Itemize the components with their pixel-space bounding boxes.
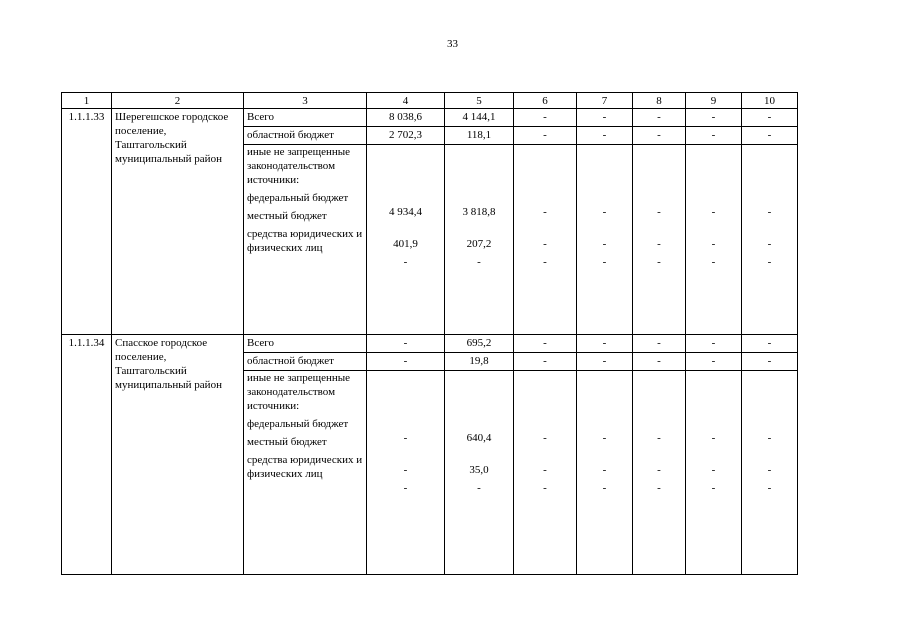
value-cell: 118,1 — [445, 127, 514, 145]
header-cell: 3 — [244, 93, 367, 109]
value-cell-group — [686, 145, 742, 335]
local-value: - — [602, 238, 607, 250]
federal-value: - — [767, 432, 772, 444]
federal-value: 3 818,8 — [462, 206, 496, 218]
federal-value: - — [711, 432, 716, 444]
legal-value: - — [602, 482, 607, 494]
legal-value: - — [711, 482, 716, 494]
local-value: - — [543, 464, 547, 476]
value-cell: - — [514, 335, 577, 353]
federal-value: - — [403, 432, 408, 444]
row-name: Спасское городское поселение, Таштагольский муниципальный район — [112, 335, 244, 575]
other-sources-cell — [244, 371, 367, 575]
other-sources-label: иные не запрещенные законодательством источники: — [247, 372, 351, 412]
value-cell-group — [686, 371, 742, 575]
legal-label: средства юридических и физических лиц — [247, 454, 363, 480]
value-cell: - — [742, 335, 798, 353]
table-row-total — [62, 109, 798, 127]
budget-table — [61, 92, 798, 575]
value-cell: - — [577, 109, 633, 127]
value-cell-group — [577, 145, 633, 335]
legal-value: - — [657, 482, 661, 494]
value-cell: - — [633, 109, 686, 127]
header-cell: 7 — [577, 93, 633, 109]
local-value: 207,2 — [466, 238, 492, 250]
value-cell-group — [577, 371, 633, 575]
value-cell: 695,2 — [445, 335, 514, 353]
local-value: 401,9 — [393, 238, 418, 250]
other-sources-label: иные не запрещенные законодательством источники: — [247, 146, 351, 186]
legal-value: - — [602, 256, 607, 268]
header-cell: 8 — [633, 93, 686, 109]
table-row-total — [62, 335, 798, 353]
value-cell-group — [514, 371, 577, 575]
legal-value: - — [711, 256, 716, 268]
legal-value: - — [477, 256, 481, 268]
local-value: - — [403, 464, 408, 476]
legal-value: - — [767, 256, 772, 268]
value-cell-group — [445, 371, 514, 575]
value-cell: - — [633, 127, 686, 145]
federal-value: - — [767, 206, 772, 218]
header-cell: 2 — [112, 93, 244, 109]
federal-value: 640,4 — [466, 432, 492, 444]
row-code: 1.1.1.34 — [62, 335, 112, 575]
local-value: - — [767, 464, 772, 476]
local-value: - — [767, 238, 772, 250]
value-cell: - — [367, 353, 445, 371]
local-value: - — [543, 238, 547, 250]
value-cell-group — [514, 145, 577, 335]
value-cell: 4 144,1 — [445, 109, 514, 127]
local-label: местный бюджет — [247, 436, 327, 448]
value-cell: - — [686, 353, 742, 371]
legal-label: средства юридических и физических лиц — [247, 228, 363, 254]
local-value: - — [711, 464, 716, 476]
header-cell: 4 — [367, 93, 445, 109]
header-row — [62, 93, 798, 109]
value-cell: - — [577, 335, 633, 353]
legal-value: - — [477, 482, 481, 494]
value-cell: 19,8 — [445, 353, 514, 371]
value-cell-group — [445, 145, 514, 335]
value-cell: - — [577, 353, 633, 371]
value-cell: 2 702,3 — [367, 127, 445, 145]
local-value: - — [657, 464, 661, 476]
value-cell-group — [633, 371, 686, 575]
page-number: 33 — [447, 38, 458, 50]
source-label: областной бюджет — [244, 353, 367, 371]
other-sources-cell — [244, 145, 367, 335]
value-cell: - — [367, 335, 445, 353]
value-cell: - — [514, 353, 577, 371]
legal-value: - — [543, 482, 547, 494]
source-label: Всего — [244, 109, 367, 127]
value-cell-group — [367, 371, 445, 575]
federal-value: - — [657, 432, 661, 444]
federal-value: 4 934,4 — [389, 206, 422, 218]
local-label: местный бюджет — [247, 210, 327, 222]
source-label: Всего — [244, 335, 367, 353]
header-cell: 5 — [445, 93, 514, 109]
value-cell: - — [686, 109, 742, 127]
value-cell: - — [577, 127, 633, 145]
header-cell: 10 — [742, 93, 798, 109]
local-value: - — [711, 238, 716, 250]
header-cell: 9 — [686, 93, 742, 109]
row-name: Шерегешское городское поселение, Таштагольский муниципальный район — [112, 109, 244, 335]
value-cell: - — [633, 353, 686, 371]
federal-value: - — [657, 206, 661, 218]
value-cell-group — [633, 145, 686, 335]
federal-value: - — [602, 206, 607, 218]
federal-value: - — [543, 432, 547, 444]
value-cell: - — [514, 127, 577, 145]
value-cell: - — [514, 109, 577, 127]
federal-value: - — [543, 206, 547, 218]
federal-label: федеральный бюджет — [247, 192, 349, 204]
federal-value: - — [711, 206, 716, 218]
local-value: - — [657, 238, 661, 250]
value-cell: - — [686, 127, 742, 145]
value-cell-group — [367, 145, 445, 335]
source-label: областной бюджет — [244, 127, 367, 145]
value-cell-group — [742, 145, 798, 335]
row-code: 1.1.1.33 — [62, 109, 112, 335]
value-cell-group — [742, 371, 798, 575]
value-cell: - — [742, 127, 798, 145]
legal-value: - — [543, 256, 547, 268]
federal-label: федеральный бюджет — [247, 418, 349, 430]
legal-value: - — [657, 256, 661, 268]
header-cell: 6 — [514, 93, 577, 109]
header-cell: 1 — [62, 93, 112, 109]
legal-value: - — [403, 482, 408, 494]
value-cell: - — [686, 335, 742, 353]
federal-value: - — [602, 432, 607, 444]
legal-value: - — [767, 482, 772, 494]
value-cell: - — [633, 335, 686, 353]
local-value: 35,0 — [469, 464, 489, 476]
legal-value: - — [403, 256, 408, 268]
value-cell: - — [742, 109, 798, 127]
value-cell: 8 038,6 — [367, 109, 445, 127]
local-value: - — [602, 464, 607, 476]
value-cell: - — [742, 353, 798, 371]
